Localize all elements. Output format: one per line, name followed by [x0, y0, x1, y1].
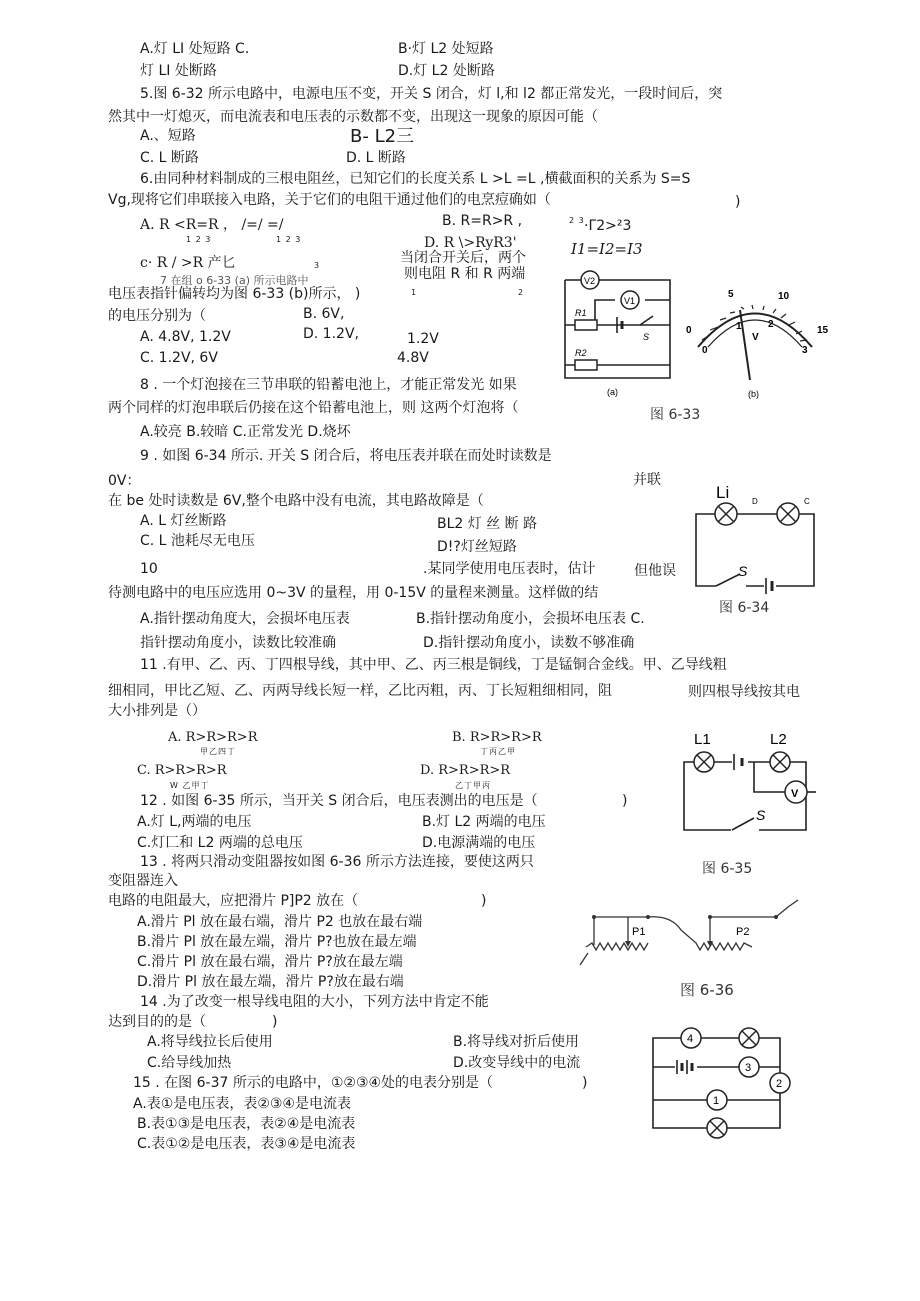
figure-6-34-circuit — [686, 478, 826, 596]
q9-ov: 0V： — [108, 473, 141, 489]
q7-option-c-2: 4.8V — [397, 350, 429, 366]
fig634-li-label: Li — [716, 483, 730, 502]
q10-number: 10 — [140, 561, 158, 577]
q7-option-a: A. 4.8V, 1.2V — [140, 329, 231, 345]
q7-sub2: 2 — [518, 288, 525, 297]
q11-option-b: B. R>R>R>R — [452, 730, 542, 745]
meter-tick-inner-3: 3 — [802, 345, 808, 356]
q12-paren: ) — [622, 793, 628, 809]
q5-stem-line1: 5.图 6-32 所示电路中，电源电压不变，开关 S 闭合，灯 l,和 l2 都正常发光，一段时间后，突 — [140, 86, 723, 102]
meter-tick-inner-2: 2 — [768, 319, 774, 330]
fig637-meter1-label: 1 — [713, 1095, 720, 1107]
figure-6-37-circuit — [645, 1020, 805, 1140]
fig635-s-label: S — [756, 807, 766, 823]
q11-option-a: A. R>R>R>R — [168, 730, 258, 745]
fig637-meter4-label: 4 — [687, 1033, 694, 1045]
q10-right: 但他误 — [634, 563, 676, 579]
fig634-s-label: S — [738, 563, 748, 579]
q9-option-d: D!?灯丝短路 — [437, 539, 517, 555]
q5-option-c: C. L 断路 — [140, 150, 199, 166]
q13-stem-line3: 电路的电阻最大，应把滑片 P]P2 放在（ — [108, 893, 359, 909]
fig633-r1-label: R1 — [575, 308, 587, 318]
q8-options: A.较亮 B.较暗 C.正常发光 D.烧坏 — [140, 424, 351, 440]
fig637-meter3-label: 3 — [745, 1062, 752, 1074]
q6-option-b-sub: 2 3 — [569, 216, 585, 225]
q11-option-c-sub: W 乙甲丁 — [170, 781, 210, 790]
q13-stem-line2: 变阻器连入 — [108, 873, 178, 889]
fig633-a-label: (a) — [607, 387, 618, 397]
q5-option-d: D. L 断路 — [346, 150, 406, 166]
meter-unit-v: V — [752, 332, 759, 343]
q6-option-a-sub1: 1 2 3 — [186, 235, 212, 244]
q12-stem: 12 . 如图 6-35 所示，当开关 S 闭合后，电压表测出的电压是（ — [140, 793, 538, 809]
q14-option-c: C.给导线加热 — [147, 1055, 232, 1071]
q14-option-d: D.改变导线中的电流 — [453, 1055, 581, 1071]
q13-option-a: A.滑片 Pl 放在最右端，滑片 P2 也放在最右端 — [137, 914, 423, 930]
q14-stem-line2: 达到目的的是（ — [108, 1014, 206, 1030]
meter-tick-inner-0: 0 — [702, 345, 708, 356]
q5-stem-line2: 然其中一灯熄灭，而电流表和电压表的示数都不变，出现这一现象的原因可能（ — [108, 109, 598, 125]
q6-stem-line1: 6.由同种材料制成的三根电阻丝，已知它们的长度关系 L >L =L ,横截面积的关系为 S=S — [140, 171, 691, 187]
fig633-s-label: S — [643, 332, 650, 342]
q6-option-c-sub: 3 — [314, 261, 321, 270]
fig635-l2-label: L2 — [770, 731, 787, 748]
q12-option-c: C.灯匚和 L2 两端的总电压 — [137, 835, 303, 851]
figure-6-33a-circuit — [555, 270, 685, 405]
q7-right-line1: 当闭合开关后，两个 — [400, 250, 526, 266]
q9-option-a: A. L 灯丝断路 — [140, 513, 227, 529]
q12-option-b: B.灯 L2 两端的电压 — [422, 814, 546, 830]
q7-garbled-line: 7 在组 o 6-33 (a) 所示电路中 — [160, 274, 309, 287]
q7-option-b: B. 6V, — [303, 306, 345, 322]
q8-stem-line1: 8 . 一个灯泡接在三节串联的铅蓄电池上，才能正常发光 如果 — [140, 377, 517, 393]
q6-option-c: c· R / >R 产匕 — [140, 255, 236, 271]
terminal-icon — [592, 915, 596, 919]
q11-stem-line3: 大小排列是（） — [108, 703, 206, 719]
q11-option-c: C. R>R>R>R — [137, 763, 227, 778]
q4-option-b: B·灯 L2 处短路 — [398, 41, 494, 57]
q9-stem-line1: 9 . 如图 6-34 所示. 开关 S 闭合后，将电压表并联在而处时读数是 — [140, 448, 552, 464]
terminal-icon — [708, 915, 712, 919]
q10-stem-line1: .某同学使用电压表时，估计 — [423, 561, 596, 577]
fig633-r2-label: R2 — [575, 348, 587, 358]
q9-stem-line2: 在 be 处时读数是 6V,整个电路中没有电流，其电路故障是（ — [108, 493, 484, 509]
meter-tick-outer-15: 15 — [817, 325, 829, 336]
q13-stem-line1: 13 . 将两只滑动变阻器按如图 6-36 所示方法连接，要使这两只 — [140, 854, 534, 870]
q7-right-line2: 则电阻 R 和 R 两端 — [404, 266, 526, 282]
q13-option-b: B.滑片 Pl 放在最左端，滑片 P?也放在最左端 — [137, 934, 417, 950]
fig634-d-label: D — [752, 497, 758, 506]
q6-stem-line2: Vg,现将它们串联接入电路，关于它们的电阻干通过他们的电烹痘确如（ — [108, 192, 551, 208]
fig636-p1-label: P1 — [632, 926, 646, 938]
q15-option-b: B.表①③是电压表，表②④是电流表 — [137, 1116, 356, 1132]
fig635-caption: 图 6-35 — [702, 861, 753, 877]
q11-option-a-sub: 甲乙四丁 — [200, 747, 236, 756]
q14-paren: ) — [272, 1014, 278, 1030]
q6-option-b: B. R=R>R , — [442, 213, 523, 229]
q11-right: 则四根导线按其电 — [688, 684, 800, 700]
q6-option-b-right: ·Γ2>²3 — [584, 218, 632, 234]
fig633-v1-label: V1 — [624, 296, 636, 306]
meter-tick-outer-0: 0 — [686, 325, 692, 336]
q14-stem-line1: 14 .为了改变一根导线电阻的大小，下列方法中肯定不能 — [140, 994, 489, 1010]
q11-option-d: D. R>R>R>R — [420, 763, 511, 778]
q14-option-b: B.将导线对折后使用 — [453, 1034, 580, 1050]
q11-option-b-sub: 丁丙乙甲 — [480, 747, 516, 756]
terminal-icon — [774, 915, 778, 919]
fig637-meter2-label: 2 — [776, 1078, 783, 1090]
q7-option-d-2: 1.2V — [407, 331, 439, 347]
q10-stem-line2: 待测电路中的电压应选用 0~3V 的量程，用 0-15V 的量程来测量。这样做的结 — [108, 585, 599, 601]
meter-tick-5: 5 — [728, 289, 734, 300]
q7-option-d: D. 1.2V, — [303, 326, 359, 342]
fig634-caption: 图 6-34 — [719, 600, 770, 616]
q10-option-b: B.指针摆动角度小，会损坏电压表 C. — [416, 611, 645, 627]
q7-stem-line2: 的电压分别为（ — [108, 308, 206, 324]
fig636-p2-label: P2 — [736, 926, 750, 938]
q5-option-b: B- L2三 — [350, 126, 415, 147]
figure-6-33b-meter — [680, 285, 830, 405]
q4-option-c: 灯 LI 处断路 — [140, 63, 217, 79]
q9-right: 并联 — [633, 472, 661, 488]
fig633-b-label: (b) — [748, 389, 759, 399]
figure-6-35-circuit — [676, 722, 816, 834]
q10-option-a: A.指针摆动角度大，会损坏电压表 — [140, 611, 350, 627]
q11-stem-line1: 11 .有甲、乙、丙、丁四根导线，其中甲、乙、丙三根是铜线，丁是锰铜合金线。甲、乙导线粗 — [140, 657, 727, 673]
switch-icon — [640, 316, 653, 325]
fig635-l1-label: L1 — [694, 731, 711, 748]
q6-paren: ) — [735, 194, 741, 210]
q15-option-c: C.表①②是电压表，表③④是电流表 — [137, 1136, 356, 1152]
fig635-v-label: V — [791, 788, 799, 800]
q6-option-d: D. R \>RyR3' — [424, 235, 517, 251]
q15-stem: 15 . 在图 6-37 所示的电路中，①②③④处的电表分别是（ — [133, 1075, 494, 1091]
fig636-caption: 图 6-36 — [680, 981, 734, 999]
q4-option-a: A.灯 LI 处短路 C. — [140, 41, 250, 57]
fig633-caption: 图 6-33 — [650, 407, 701, 423]
q11-stem-line2: 细相同，甲比乙短、乙、丙两导线长短一样，乙比丙粗，丙、丁长短粗细相同，阻 — [108, 683, 612, 699]
q10-option-c: 指针摆动角度小，读数比较准确 — [140, 635, 336, 651]
q8-stem-line2: 两个同样的灯泡串联后仍接在这个铅蓄电池上，则 这两个灯泡将（ — [108, 400, 519, 416]
resistor-r2-icon — [575, 360, 597, 370]
meter-tick-inner-1: 1 — [736, 321, 742, 332]
q9-option-c: C. L 池耗尽无电压 — [140, 533, 255, 549]
q13-paren: ) — [481, 893, 487, 909]
q15-option-a: A.表①是电压表，表②③④是电流表 — [133, 1096, 351, 1112]
q7-stem-line1: 电压表指针偏转均为图 6-33 (b)所示， ) — [108, 286, 361, 302]
figure-6-36-rheostats — [576, 895, 806, 975]
q11-option-d-sub: 乙丁甲丙 — [455, 781, 491, 790]
q7-sub1: 1 — [411, 288, 418, 297]
q4-option-d: D.灯 L2 处断路 — [398, 63, 495, 79]
q6-option-a: A. R <R=R ， /=/ =/ — [140, 217, 284, 233]
q13-option-c: C.滑片 Pl 放在最右端，滑片 P?放在最左端 — [137, 954, 403, 970]
q7-option-c: C. 1.2V, 6V — [140, 350, 218, 366]
current-equation: I1=I2=I3 — [571, 240, 643, 258]
q13-option-d: D.滑片 Pl 放在最左端，滑片 P?放在最右端 — [137, 974, 404, 990]
fig633-v2-label: V2 — [584, 276, 596, 286]
q12-option-d: D.电源满端的电压 — [422, 835, 536, 851]
q15-paren: ) — [582, 1075, 588, 1091]
meter-tick-10: 10 — [778, 291, 790, 302]
fig634-c-label: C — [804, 497, 810, 506]
resistor-r1-icon — [575, 320, 597, 330]
terminal-icon — [646, 915, 650, 919]
q6-option-a-sub2: 1 2 3 — [276, 235, 302, 244]
q14-option-a: A.将导线拉长后使用 — [147, 1034, 273, 1050]
q10-option-d: D.指针摆动角度小，读数不够准确 — [423, 635, 635, 651]
q9-option-b: BL2 灯 丝 断 路 — [437, 516, 538, 532]
q12-option-a: A.灯 L,两端的电压 — [137, 814, 252, 830]
q5-option-a: A.、短路 — [140, 128, 196, 144]
